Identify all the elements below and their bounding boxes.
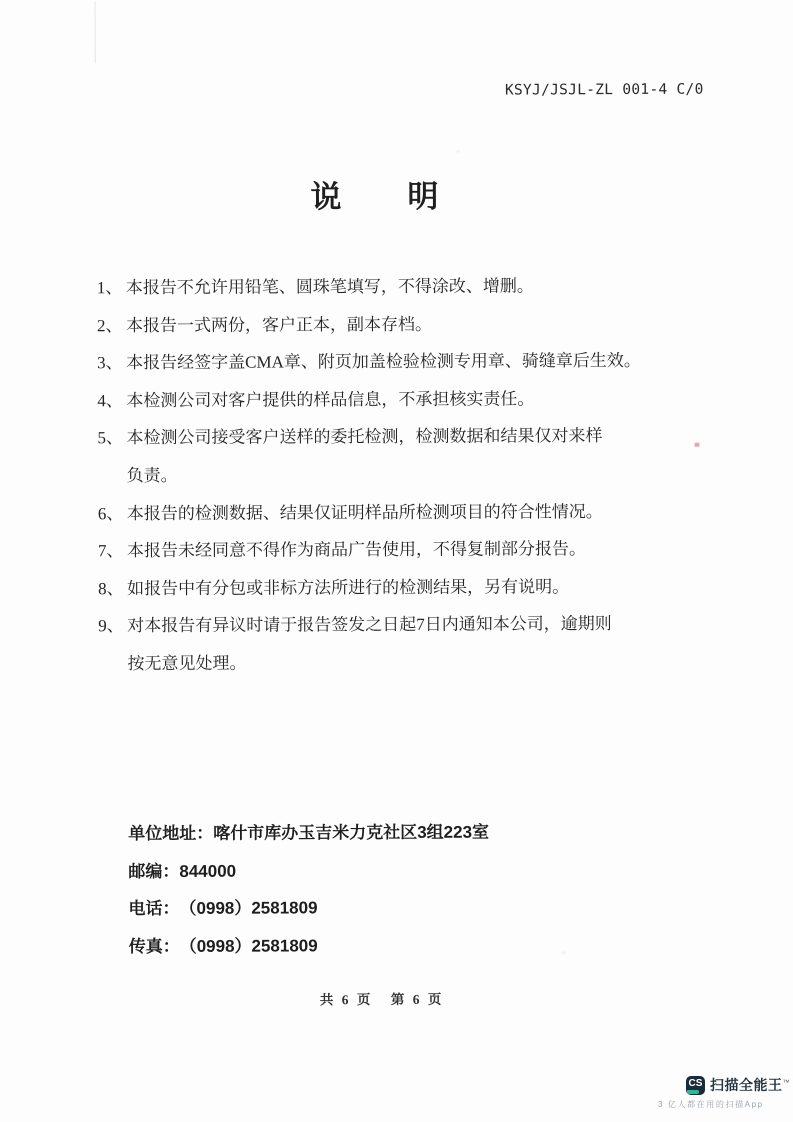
note-text: 本检测公司接受客户送样的委托检测，检测数据和结果仅对来样 负责。 xyxy=(126,426,603,486)
camscanner-brand-text: 扫描全能王 xyxy=(710,1077,783,1093)
contact-label: 传真： xyxy=(128,936,180,956)
list-item xyxy=(98,492,645,532)
note-text: 本报告不允许用铅笔、圆珠笔填写，不得涂改、增删。 xyxy=(125,276,534,298)
list-item xyxy=(97,417,644,495)
note-text: 本报告未经同意不得作为商品广告使用，不得复制部分报告。 xyxy=(126,539,586,561)
list-item xyxy=(97,267,644,307)
contact-value: （0998）2581809 xyxy=(179,898,318,918)
footer-total-pages: 共 6 页 xyxy=(319,992,373,1008)
note-text: 对本报告有异议时请于报告签发之日起7日内通知本公司，逾期则 按无意见处理。 xyxy=(127,614,612,674)
page-footer xyxy=(2,986,762,1009)
notes-list xyxy=(97,267,646,683)
list-item xyxy=(97,342,644,382)
note-number: 5、 xyxy=(97,428,124,448)
note-text: 本报告的检测数据、结果仅证明样品所检测项目的符合性情况。 xyxy=(126,501,603,523)
note-number: 2、 xyxy=(96,315,123,335)
camscanner-brand xyxy=(710,1075,790,1095)
list-item xyxy=(98,530,645,570)
contact-row xyxy=(128,889,489,928)
page-title xyxy=(310,178,439,215)
note-text: 如报告中有分包或非标方法所进行的检测结果，另有说明。 xyxy=(127,576,570,598)
note-number: 8、 xyxy=(98,578,124,599)
list-item xyxy=(97,380,644,420)
note-text: 本报告经签字盖CMA章、附页加盖检验检测专用章、骑缝章后生效。 xyxy=(126,351,641,373)
scan-artifact-speck xyxy=(456,150,460,153)
note-number: 1、 xyxy=(96,278,123,298)
contact-label: 单位地址： xyxy=(128,823,214,844)
document-code: KSYJ/JSJL-ZL 001-4 C/0 xyxy=(504,81,704,99)
contact-row xyxy=(129,926,490,965)
contact-value: （0998）2581809 xyxy=(179,935,318,956)
contact-row xyxy=(128,851,489,890)
camscanner-logo-row xyxy=(658,1075,793,1095)
contact-label: 邮编： xyxy=(128,861,180,881)
note-number: 4、 xyxy=(97,390,123,411)
contact-label: 电话： xyxy=(128,898,180,919)
list-item xyxy=(98,568,645,608)
note-number: 6、 xyxy=(97,503,124,523)
note-number: 7、 xyxy=(97,541,124,561)
contact-block xyxy=(128,814,489,966)
contact-value: 844000 xyxy=(179,861,237,881)
camscanner-badge-text: CS xyxy=(688,1078,703,1089)
contact-row xyxy=(128,814,489,853)
note-number: 9、 xyxy=(98,616,124,636)
list-item xyxy=(97,305,644,345)
camscanner-watermark xyxy=(658,1075,793,1110)
trademark-symbol: ™ xyxy=(782,1079,790,1087)
contact-value: 喀什市库办玉吉米力克社区3组223室 xyxy=(213,822,490,843)
note-text: 本检测公司对客户提供的样品信息，不承担核实责任。 xyxy=(126,389,535,410)
scan-artifact-speck xyxy=(562,951,566,954)
note-number: 3、 xyxy=(97,353,123,373)
list-item xyxy=(98,605,645,683)
camscanner-logo-icon xyxy=(686,1076,705,1095)
footer-current-page: 第 6 页 xyxy=(390,991,444,1008)
scan-artifact-line xyxy=(95,1,96,63)
title-char-2: 明 xyxy=(407,178,439,214)
title-char-1: 说 xyxy=(310,179,342,215)
camscanner-tagline: 3 亿人都在用的扫描App xyxy=(658,1100,764,1109)
scan-artifact-dot xyxy=(694,443,699,447)
note-text: 本报告一式两份，客户正本，副本存档。 xyxy=(125,314,433,335)
